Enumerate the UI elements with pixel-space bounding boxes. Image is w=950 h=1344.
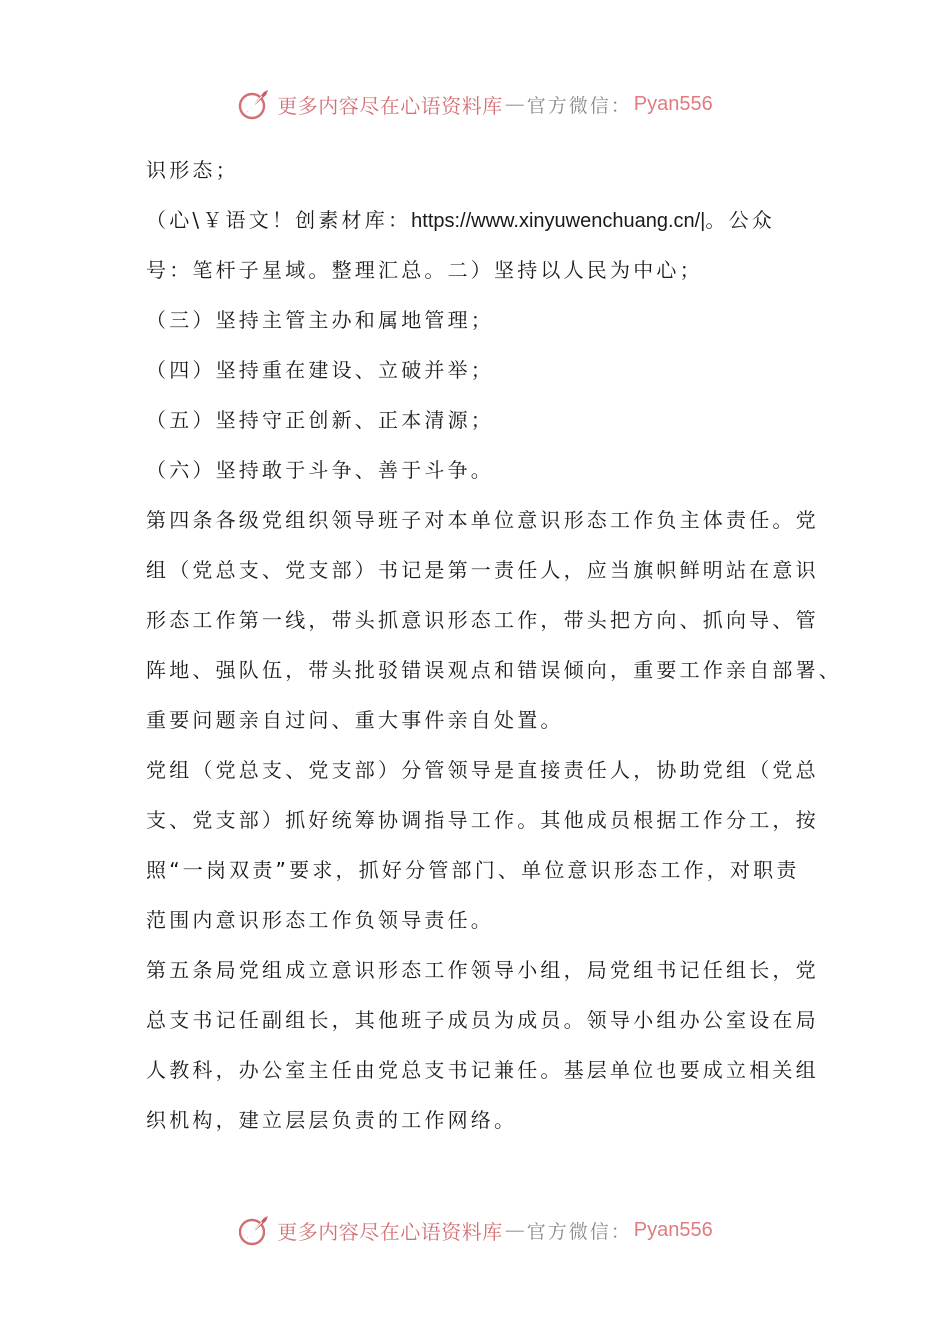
body-line: （四）坚持重在建设、立破并举； bbox=[146, 358, 494, 382]
source-url-link[interactable]: https://www.xinyuwenchuang.cn/| bbox=[411, 210, 706, 232]
body-line: 重要问题亲自过问、重大事件亲自处置。 bbox=[146, 708, 564, 732]
quill-pen-circle-icon bbox=[237, 86, 273, 122]
body-line: 形态工作第一线，带头抓意识形态工作，带头把方向、抓向导、管 bbox=[146, 608, 819, 632]
body-line: 照“一岗双责”要求，抓好分管部门、单位意识形态工作，对职责 bbox=[146, 858, 800, 882]
body-line: 识形态； bbox=[146, 158, 239, 182]
body-line: 第五条局党组成立意识形态工作领导小组，局党组书记任组长，党 bbox=[146, 958, 819, 982]
banner-brand: 更多内容尽在心语资料库 bbox=[277, 93, 503, 118]
body-line-tail: 。公众 bbox=[705, 208, 775, 232]
header-watermark bbox=[0, 84, 950, 124]
body-line: 阵地、强队伍，带头批驳错误观点和错误倾向，重要工作亲自部署、 bbox=[146, 658, 842, 682]
banner-brand: 更多内容尽在心语资料库 bbox=[277, 1219, 503, 1244]
body-line-text: （心\￥语文！创素材库： bbox=[146, 208, 412, 232]
body-line: 第四条各级党组织领导班子对本单位意识形态工作负主体责任。党 bbox=[146, 508, 819, 532]
banner-dash: — bbox=[504, 1218, 525, 1242]
body-line: 范围内意识形态工作负领导责任。 bbox=[146, 908, 494, 932]
body-line: 人教科，办公室主任由党总支书记兼任。基层单位也要成立相关组 bbox=[146, 1058, 819, 1082]
banner-wechat-id: Pyan556 bbox=[633, 92, 713, 115]
banner-dash: — bbox=[504, 92, 525, 116]
body-line: 织机构，建立层层负责的工作网络。 bbox=[146, 1108, 518, 1132]
footer-watermark bbox=[0, 1210, 950, 1250]
body-line: （五）坚持守正创新、正本清源； bbox=[146, 408, 494, 432]
body-line: （三）坚持主管主办和属地管理； bbox=[146, 308, 494, 332]
banner-label: 官方微信： bbox=[526, 1220, 632, 1243]
body-line: （六）坚持敢于斗争、善于斗争。 bbox=[146, 458, 494, 482]
body-line: 组（党总支、党支部）书记是第一责任人，应当旗帜鲜明站在意识 bbox=[146, 558, 819, 582]
body-line: 总支书记任副组长，其他班子成员为成员。领导小组办公室设在局 bbox=[146, 1008, 819, 1032]
quill-pen-circle-icon bbox=[237, 1212, 273, 1248]
body-line: 支、党支部）抓好统筹协调指导工作。其他成员根据工作分工，按 bbox=[146, 808, 819, 832]
document-body bbox=[146, 145, 842, 1145]
banner-label: 官方微信： bbox=[526, 94, 632, 117]
body-line: 党组（党总支、党支部）分管领导是直接责任人，协助党组（党总 bbox=[146, 758, 819, 782]
body-line: 号：笔杆子星域。整理汇总。二）坚持以人民为中心； bbox=[146, 258, 703, 282]
body-line-with-url bbox=[146, 195, 821, 245]
banner-wechat-id: Pyan556 bbox=[633, 1218, 713, 1241]
